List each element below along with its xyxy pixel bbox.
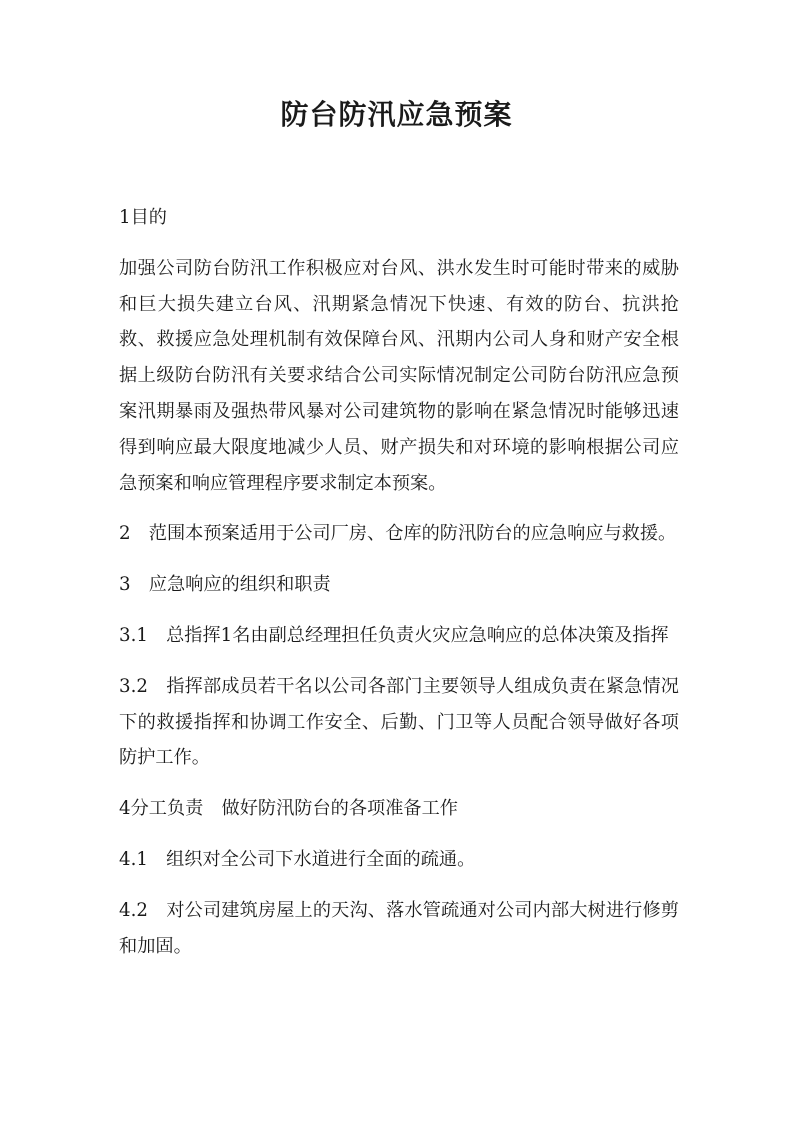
document-body: [119, 200, 679, 964]
paragraph-3-1-commander: 3.1 总指挥1名由副总经理担任负责火灾应急响应的总体决策及指挥: [119, 624, 669, 646]
section-heading-organization: 3 应急响应的组织和职责: [119, 574, 331, 596]
paragraph-purpose-body: 加强公司防台防汛工作积极应对台风、洪水发生时可能时带来的威胁和巨大损失建立台风、汛期紧急情况下快速、有效的防台、抗洪抢救、救援应急处理机制有效保障台风、汛期内公司人身和财产安全根据上级防台防汛有关要求结合公司实际情况制定公司防台防汛应急预案汛期暴雨及强热带风暴对公司建筑物的影响在紧急情况时能够迅速得到响应最大限度地减少人员、财产损失和对环境的影响根据公司应急预案和响应管理程序要求制定本预案。: [119, 257, 679, 494]
paragraph-4-1-drainage: 4.1 组织对全公司下水道进行全面的疏通。: [119, 848, 476, 870]
section-heading-purpose: 1目的: [119, 207, 167, 228]
paragraph-scope: 2 范围本预案适用于公司厂房、仓库的防汛防台的应急响应与救援。: [119, 523, 677, 545]
section-heading-division-of-work: 4分工负责 做好防汛防台的各项准备工作: [119, 798, 458, 820]
document-title: 防台防汛应急预案: [280, 98, 513, 131]
paragraph-3-2-members: 3.2 指挥部成员若干名以公司各部门主要领导人组成负责在紧急情况下的救援指挥和协调工作安全、后勤、门卫等人员配合领导做好各项防护工作。: [119, 675, 679, 769]
paragraph-4-2-gutters-trees: 4.2 对公司建筑房屋上的天沟、落水管疏通对公司内部大树进行修剪和加固。: [119, 899, 679, 957]
